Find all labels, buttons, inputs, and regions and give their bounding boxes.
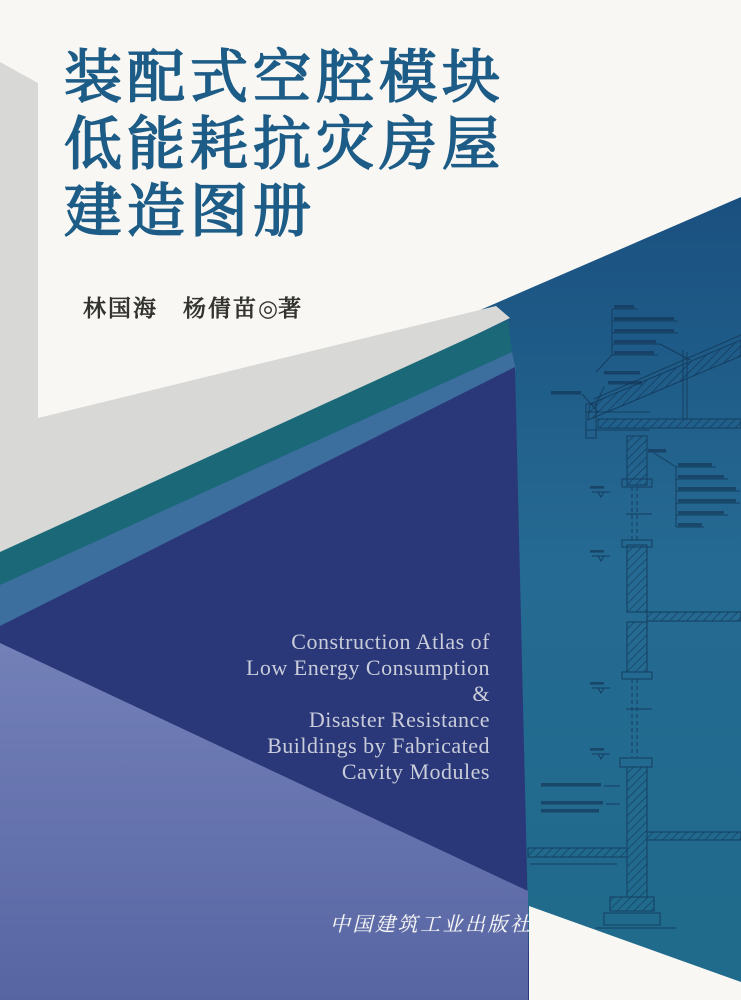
english-line-3: & xyxy=(472,681,490,706)
english-title xyxy=(0,629,490,785)
title-line-2: 低能耗抗灾房屋 xyxy=(64,112,506,177)
title-line-1: 装配式空腔模块 xyxy=(64,45,506,110)
publisher-name: 中国建筑工业出版社 xyxy=(330,914,533,936)
english-line-4: Disaster Resistance xyxy=(308,707,490,732)
english-line-1: Construction Atlas of xyxy=(291,629,490,654)
english-line-2: Low Energy Consumption xyxy=(245,655,490,680)
author-names: 林国海 杨倩苗 xyxy=(83,296,258,321)
title-line-3: 建造图册 xyxy=(64,179,317,244)
english-line-6: Cavity Modules xyxy=(341,759,490,784)
english-line-5: Buildings by Fabricated xyxy=(267,733,490,758)
book-title xyxy=(64,44,505,245)
author-suffix: ◎著 xyxy=(258,296,302,321)
author-line xyxy=(83,290,301,323)
